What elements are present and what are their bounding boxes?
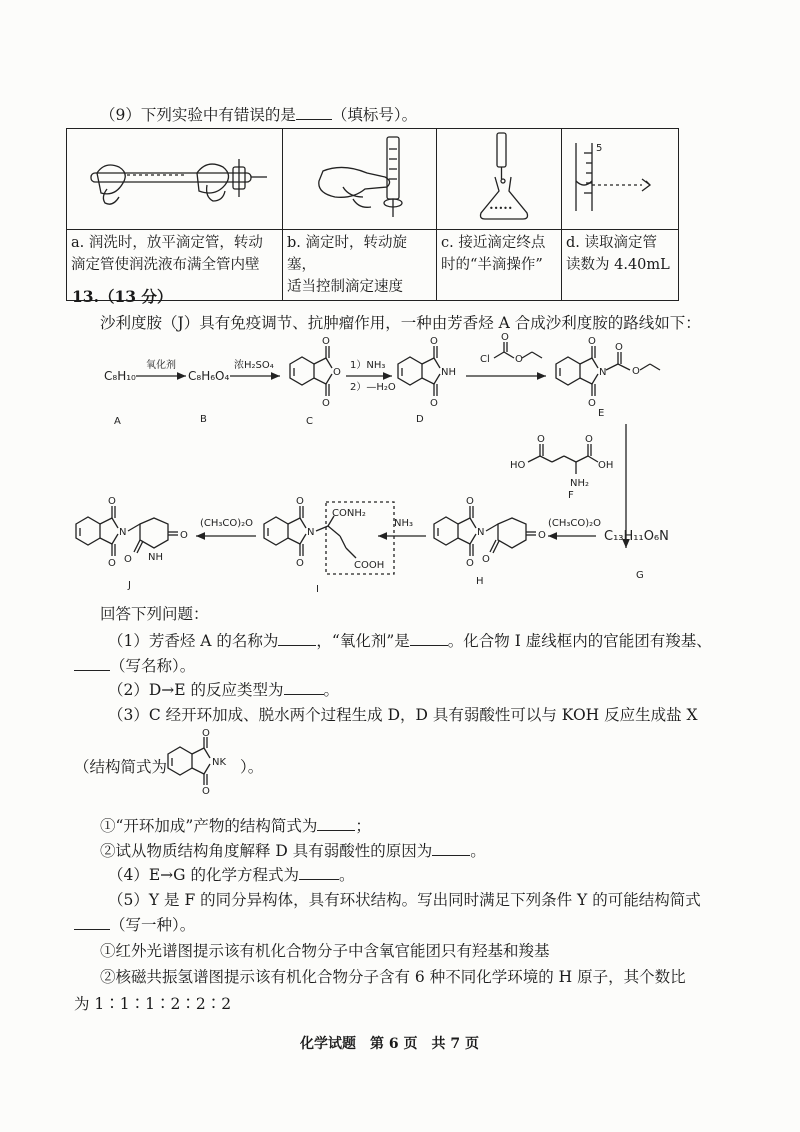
condition-2: ②核磁共振氢谱图提示该有机化合物分子含有 6 种不同化学环境的 H 原子，其个数比 xyxy=(100,968,686,986)
burette-rinse-illustration xyxy=(67,129,281,225)
answer-blank[interactable] xyxy=(432,841,470,856)
atom-n: N xyxy=(119,527,127,538)
atom-o: O xyxy=(322,398,330,409)
condition-2-cont: 为 1∶1∶1∶2∶2∶2 xyxy=(74,995,232,1013)
caption-d: d. 读取滴定管 读数为 4.40mL xyxy=(562,230,679,301)
atom-o: O xyxy=(588,336,596,347)
question-3-sub-1: ①“开环加成”产物的结构简式为 ； xyxy=(100,817,371,835)
structure-e xyxy=(556,346,660,396)
caption-c: c. 接近滴定终点 时的“半滴操作” xyxy=(437,230,562,301)
atom-o: O xyxy=(515,354,523,365)
question-13-intro: 沙利度胺（J）具有免疫调节、抗肿瘤作用，一种由芳香烃 A 合成沙利度胺的路线如下： xyxy=(100,314,701,332)
atom-o: O xyxy=(466,558,474,569)
question-4: （4）E→G 的化学方程式为 。 xyxy=(108,866,355,884)
structure-h xyxy=(434,506,536,556)
condition-1: ①红外光谱图提示该有机化合物分子中含氧官能团只有羟基和羧基 xyxy=(100,942,550,960)
answer-prompt: 回答下列问题： xyxy=(100,605,209,623)
figure-b xyxy=(283,129,437,230)
figure-d xyxy=(562,129,679,230)
structure-d xyxy=(398,346,440,396)
structure-x xyxy=(160,728,240,796)
burette-stopcock-illustration xyxy=(283,129,435,225)
question-1: （1）芳香烃 A 的名称为 ，“氧化剂”是 。化合物 I 虚线框内的官能团有羧基、 xyxy=(108,632,712,650)
question-3-sub-2: ②试从物质结构角度解释 D 具有弱酸性的原因为 。 xyxy=(100,842,486,860)
atom-o: O xyxy=(585,434,593,445)
atom-n: N xyxy=(307,527,315,538)
atom-cl: Cl xyxy=(480,354,490,365)
label-e: E xyxy=(598,408,605,419)
answer-blank[interactable] xyxy=(296,105,332,120)
atom-nk: NK xyxy=(212,757,227,768)
atom-o: O xyxy=(466,496,474,507)
atom-o: O xyxy=(538,530,546,541)
atom-o: O xyxy=(632,366,640,377)
label-j: J xyxy=(128,580,131,591)
atom-nh: NH xyxy=(148,552,163,563)
atom-n: N xyxy=(477,527,485,538)
answer-blank[interactable] xyxy=(74,915,110,930)
label-c: C xyxy=(306,416,313,427)
formula-g: C₁₃H₁₁O₆N xyxy=(604,529,669,544)
structure-f xyxy=(528,444,598,474)
atom-o: O xyxy=(501,332,509,343)
atom-o: O xyxy=(322,336,330,347)
burette-reading-illustration xyxy=(562,129,677,225)
experiment-table xyxy=(66,128,679,301)
answer-blank[interactable] xyxy=(410,631,448,646)
figure-a xyxy=(67,129,283,230)
caption-a: a. 润洗时，放平滴定管，转动 滴定管使润洗液布满全管内壁 xyxy=(67,230,283,301)
label-a: A xyxy=(114,416,121,427)
atom-o: O xyxy=(430,336,438,347)
atom-cooh: COOH xyxy=(354,560,385,571)
structure-c xyxy=(290,346,332,396)
formula-b: C₈H₆O₄ xyxy=(188,369,230,383)
half-drop-illustration xyxy=(437,129,560,225)
question-13-header: 13.（13 分） xyxy=(72,287,173,306)
reagent-a-b: 氧化剂 xyxy=(146,360,176,371)
atom-o: O xyxy=(202,786,210,796)
reagent-i-j: (CH₃CO)₂O xyxy=(200,518,254,529)
page-footer: 化学试题 第 6 页 共 7 页 xyxy=(300,1036,479,1052)
atom-oh: OH xyxy=(598,460,614,471)
atom-nh: NH xyxy=(441,367,456,378)
atom-o: O xyxy=(296,496,304,507)
synthesis-scheme xyxy=(0,330,800,606)
question-1-cont: （写名称）。 xyxy=(74,655,195,677)
question-3: （3）C 经开环加成、脱水两个过程生成 D，D 具有弱酸性可以与 KOH 反应生成盐 X xyxy=(108,706,698,724)
reagent-h-i: NH₃ xyxy=(394,518,414,529)
atom-o: O xyxy=(202,728,210,739)
burette-mark-label: 5 xyxy=(596,143,603,154)
answer-blank[interactable] xyxy=(74,656,110,671)
atom-o: O xyxy=(537,434,545,445)
atom-o: O xyxy=(333,367,341,378)
atom-o: O xyxy=(108,558,116,569)
atom-n: N xyxy=(599,367,607,378)
formula-a: C₈H₁₀ xyxy=(104,369,136,383)
structure-j xyxy=(76,506,178,556)
svg-text:•••••: ••••• xyxy=(489,204,513,213)
figure-c xyxy=(437,129,562,230)
reagent-c-d-1: 1）NH₃ xyxy=(350,360,386,371)
label-h: H xyxy=(476,576,484,587)
label-g: G xyxy=(636,570,644,581)
answer-blank[interactable] xyxy=(278,631,316,646)
caption-b: b. 滴定时，转动旋塞， 适当控制滴定速度 xyxy=(283,230,437,301)
atom-o: O xyxy=(124,554,132,565)
question-3-close: ）。 xyxy=(240,758,264,776)
answer-blank[interactable] xyxy=(317,816,355,831)
atom-o: O xyxy=(430,398,438,409)
reagent-b-c: 浓H₂SO₄ xyxy=(234,360,274,371)
atom-o: O xyxy=(588,398,596,409)
label-f: F xyxy=(568,490,574,501)
question-9: （9）下列实验中有错误的是 （填标号）。 xyxy=(100,106,418,124)
answer-blank[interactable] xyxy=(284,680,324,695)
atom-conh2: CONH₂ xyxy=(332,508,366,519)
atom-o: O xyxy=(108,496,116,507)
reagent-g-h: (CH₃CO)₂O xyxy=(548,518,602,529)
question-5: （5）Y 是 F 的同分异构体，具有环状结构。写出同时满足下列条件 Y 的可能结构简式 xyxy=(108,891,701,909)
reagent-c-d-2: 2）—H₂O xyxy=(350,382,396,393)
atom-o: O xyxy=(482,554,490,565)
atom-o: O xyxy=(615,342,623,353)
label-b: B xyxy=(200,414,207,425)
answer-blank[interactable] xyxy=(299,865,339,880)
atom-nh2: NH₂ xyxy=(570,478,590,489)
atom-ho: HO xyxy=(510,460,526,471)
atom-o: O xyxy=(180,530,188,541)
atom-o: O xyxy=(296,558,304,569)
question-3-structure-x: （结构简式为 xyxy=(74,758,168,776)
label-d: D xyxy=(416,414,424,425)
label-i: I xyxy=(316,584,319,595)
question-5-cont: （写一种）。 xyxy=(74,914,195,936)
question-2: （2）D→E 的反应类型为 。 xyxy=(108,681,340,699)
